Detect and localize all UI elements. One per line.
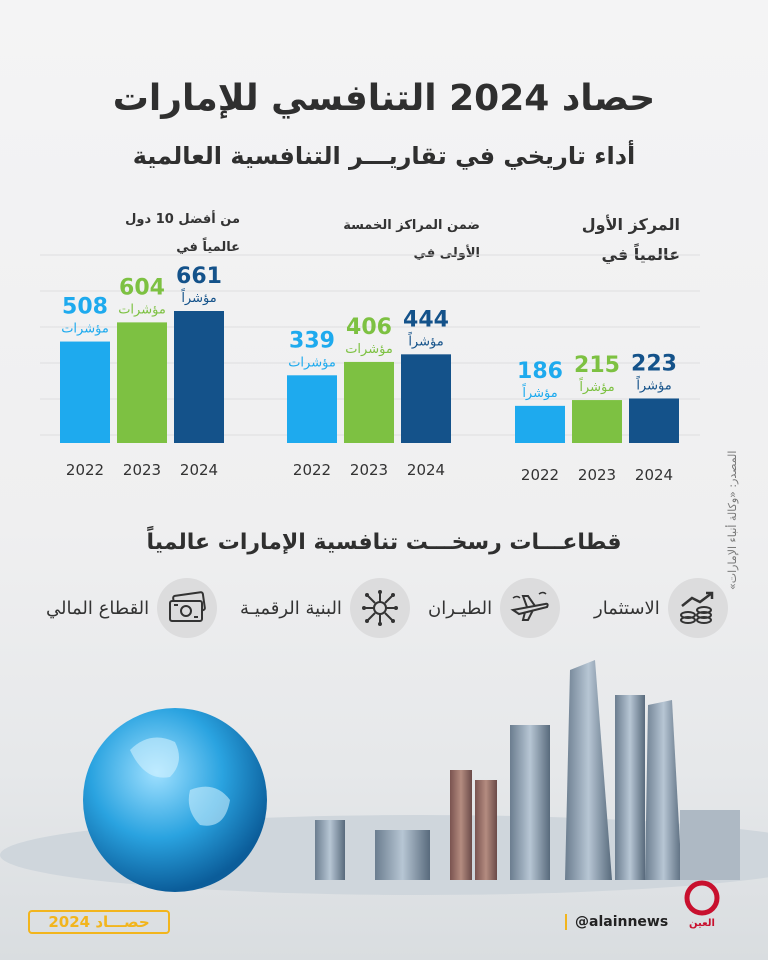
value-label-top5-2024: 444: [403, 307, 449, 333]
unit-label-first-2024: مؤشراً: [636, 378, 672, 394]
bar-top10-2024: [174, 311, 224, 443]
unit-label-top5-2022: مؤشرات: [288, 355, 336, 371]
tick-label-first-2023: 2023: [577, 466, 617, 484]
unit-label-top10-2024: مؤشراً: [181, 291, 217, 306]
sector-aviation: [420, 576, 560, 640]
globe-icon: [83, 708, 267, 892]
bar-top10-2023: [117, 322, 167, 443]
sector-label-investment: الاستثمار: [594, 597, 660, 619]
digital-infrastructure-icon: [350, 578, 410, 638]
bar-top5-2022: [287, 375, 337, 443]
tick-label-top10-2024: 2024: [179, 461, 219, 479]
unit-label-first-2022: مؤشراً: [522, 385, 558, 401]
value-label-top5-2023: 406: [346, 314, 392, 340]
money-icon: [157, 578, 217, 638]
logo-text: العين: [689, 918, 715, 929]
chart-title-first: المركز الأول عالمياً في: [581, 215, 680, 264]
unit-label-first-2023: مؤشراً: [579, 380, 615, 396]
airplane-icon: [500, 578, 560, 638]
value-label-top10-2024: 661: [176, 264, 222, 289]
page-title: حصاد 2024 التنافسي للإمارات: [112, 78, 656, 119]
sector-digital: [232, 576, 410, 640]
page-subtitle: أداء تاريخي في تقاريـــر التنافسية العالمية: [132, 142, 636, 170]
tick-label-top10-2022: 2022: [65, 461, 105, 479]
social-handle[interactable]: @alainnews: [565, 914, 668, 930]
sectors-title: قطاعـــات رسخـــت تنافسية الإمارات عالمياً: [146, 530, 622, 555]
investment-icon: [668, 578, 728, 638]
tick-label-first-2024: 2024: [634, 466, 674, 484]
value-label-first-2022: 186: [517, 358, 563, 384]
sector-investment: [586, 576, 728, 640]
value-label-first-2024: 223: [631, 351, 677, 377]
bar-first-2024: [629, 398, 679, 443]
tick-label-top10-2023: 2023: [122, 461, 162, 479]
chart-title-top10: من أفضل 10 دول عالمياً في: [125, 212, 240, 255]
value-label-top5-2022: 339: [289, 328, 335, 354]
unit-label-top5-2024: مؤشراً: [408, 334, 444, 350]
value-label-top10-2022: 508: [62, 294, 108, 320]
tick-label-top5-2024: 2024: [406, 461, 446, 479]
sector-label-digital: البنية الرقميـة: [240, 597, 342, 619]
bar-first-2023: [572, 400, 622, 443]
sector-label-finance: القطاع المالي: [46, 597, 150, 619]
unit-label-top10-2022: مؤشرات: [61, 321, 109, 337]
bar-first-2022: [515, 406, 565, 443]
bar-top5-2024: [401, 354, 451, 443]
value-label-top10-2023: 604: [119, 275, 165, 301]
bar-top5-2023: [344, 362, 394, 443]
tick-label-top5-2023: 2023: [349, 461, 389, 479]
skyline-illustration: [0, 640, 768, 900]
tick-label-top5-2022: 2022: [292, 461, 332, 479]
brand-badge: حصـــاد 2024: [28, 910, 170, 934]
bar-top10-2022: [60, 342, 110, 443]
source-text: المصدر: «وكالة أنباء الإمارات»: [726, 450, 739, 590]
value-label-first-2023: 215: [574, 353, 620, 379]
alain-logo-icon: [680, 880, 724, 930]
unit-label-top5-2023: مؤشرات: [345, 341, 393, 357]
sector-finance: [38, 576, 217, 640]
sector-label-aviation: الطيـران: [428, 597, 493, 619]
tick-label-first-2022: 2022: [520, 466, 560, 484]
unit-label-top10-2023: مؤشرات: [118, 302, 166, 318]
chart-title-top5: ضمن المراكز الخمسة الأولى في: [343, 218, 480, 261]
